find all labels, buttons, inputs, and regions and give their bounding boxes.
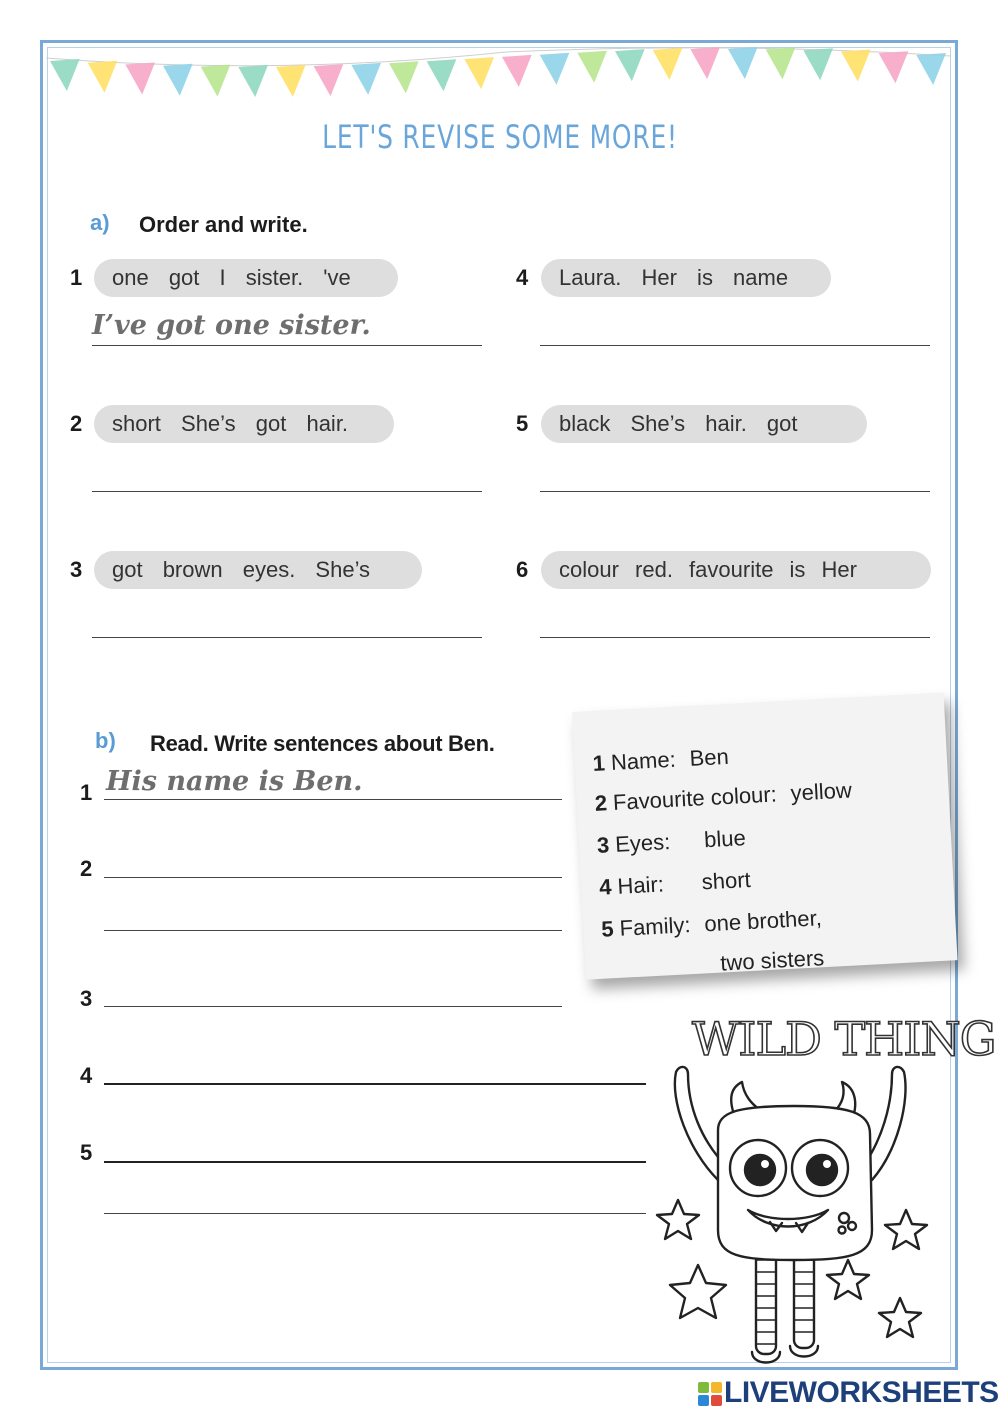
bunting-flag (125, 62, 155, 94)
answer-line[interactable] (104, 1083, 646, 1085)
word-pill: got brown eyes. She’s (94, 551, 422, 589)
answer-field[interactable]: His name is Ben. (106, 766, 363, 797)
answer-line[interactable] (540, 491, 930, 492)
answer-line[interactable] (92, 345, 482, 346)
bunting-flag (615, 49, 645, 81)
bunting-flag (766, 47, 796, 79)
line-number: 5 (80, 1140, 93, 1165)
answer-line[interactable] (104, 930, 562, 931)
bunting-flag (201, 65, 231, 97)
card-row-label: Name: (610, 746, 677, 776)
answer-line[interactable] (104, 1006, 562, 1007)
bunting-flag (803, 48, 833, 80)
line-number: 2 (80, 856, 93, 881)
bunting-flag (163, 64, 193, 96)
card-row-value: one brother, (703, 905, 823, 937)
bunting-flag (427, 59, 457, 91)
bunting-flag (314, 64, 344, 96)
answer-line[interactable] (540, 345, 930, 346)
bunting-flag (879, 51, 909, 83)
item-number: 3 (70, 557, 83, 582)
card-row-label: Eyes: (614, 829, 671, 857)
page-title: LET'S REVISE SOME MORE! (322, 118, 678, 156)
word-pill: black She’s hair. got (541, 405, 867, 443)
monster-illustration-icon (648, 1060, 948, 1370)
bunting-flag (238, 65, 268, 97)
section-b-instruction: Read. Write sentences about Ben. (150, 731, 495, 756)
bunting-flag (841, 50, 871, 82)
section-b-label: b) (95, 728, 116, 753)
item-number: 1 (70, 265, 83, 290)
answer-line[interactable] (104, 1161, 646, 1163)
answer-line[interactable] (92, 637, 482, 638)
card-row (601, 905, 823, 943)
card-row-value: short (701, 866, 752, 895)
word-pill: one got I sister. 've (94, 259, 398, 297)
bunting-flag (577, 51, 607, 83)
profile-card (572, 693, 958, 980)
card-row (592, 744, 729, 777)
bunting-flag (464, 57, 494, 89)
card-row-label: Favourite colour: (612, 781, 778, 815)
item-number: 4 (516, 265, 529, 290)
item-number: 2 (70, 411, 83, 436)
section-a-instruction: Order and write. (139, 212, 308, 237)
card-row (599, 867, 752, 901)
word-pill: Laura. Her is name (541, 259, 831, 297)
answer-line[interactable] (540, 637, 930, 638)
bunting-flag (916, 53, 946, 85)
bunting-flag (728, 47, 758, 79)
card-row-value: blue (703, 825, 747, 853)
word-pill: colour red. favourite is Her (541, 551, 931, 589)
item-number: 6 (516, 557, 529, 582)
answer-line[interactable] (104, 1213, 646, 1214)
bunting-flag (540, 53, 570, 85)
footer-brand[interactable] (698, 1376, 998, 1412)
bunting-flag (88, 61, 118, 93)
answer-line[interactable] (92, 491, 482, 492)
liveworksheets-logo-icon (698, 1382, 722, 1406)
bunting-flag (502, 55, 532, 87)
line-number: 1 (80, 780, 93, 805)
bunting-flag (50, 59, 80, 91)
card-row (596, 825, 746, 859)
card-row-label: Hair: (616, 871, 665, 899)
bunting-flag (653, 48, 683, 80)
card-row (594, 777, 852, 816)
card-row-number: 4 (598, 874, 613, 900)
answer-field[interactable]: I’ve got one sister. (92, 310, 371, 341)
card-row-extra: two sisters (719, 945, 825, 976)
item-number: 5 (516, 411, 529, 436)
bunting-decoration (46, 46, 950, 116)
answer-line[interactable] (104, 877, 562, 878)
answer-line[interactable] (104, 799, 562, 800)
word-pill: short She’s got hair. (94, 405, 394, 443)
bunting-flag (276, 65, 306, 97)
footer-brand-text: LIVEWORKSHEETS (724, 1376, 999, 1409)
card-row-label: Family: (618, 912, 692, 941)
card-row-value: yellow (790, 777, 853, 806)
line-number: 3 (80, 986, 93, 1011)
card-row-number: 5 (600, 916, 615, 942)
card-row-value: Ben (688, 743, 730, 771)
wild-thing-title: WILD THING (692, 1012, 996, 1066)
bunting-flag (351, 63, 381, 95)
section-a-label: a) (90, 210, 110, 235)
bunting-flag (690, 47, 720, 79)
card-row-number: 3 (596, 832, 610, 858)
card-row-number: 2 (594, 790, 608, 816)
card-row-number: 1 (592, 750, 606, 776)
line-number: 4 (80, 1063, 93, 1088)
bunting-flag (389, 61, 419, 93)
